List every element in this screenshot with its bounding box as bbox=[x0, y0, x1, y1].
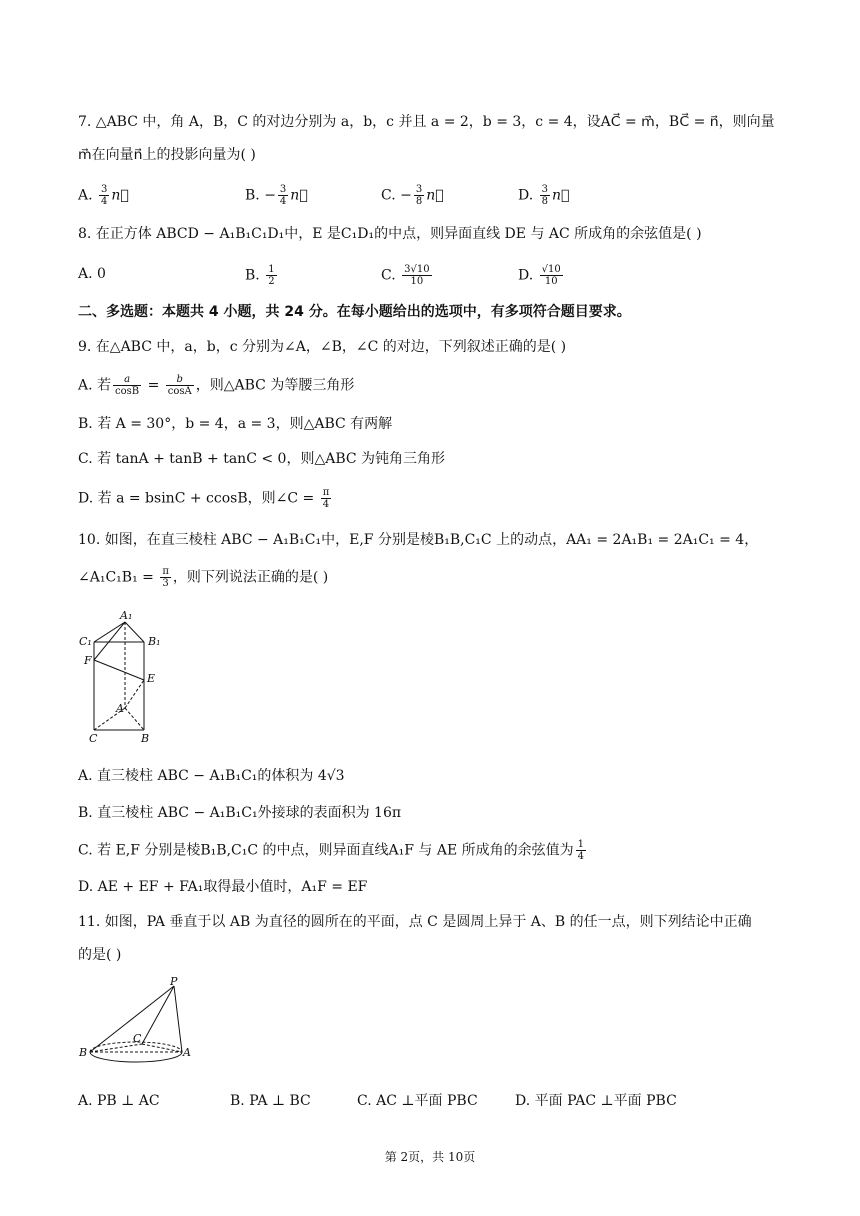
segment-b-p bbox=[90, 986, 174, 1052]
q9-option-a[interactable] bbox=[78, 374, 354, 397]
option-suffix: ，则△ABC 为等腰三角形 bbox=[195, 377, 355, 394]
q7-option-c[interactable] bbox=[381, 184, 444, 207]
q7-option-d[interactable] bbox=[518, 184, 569, 207]
q11-option-a[interactable]: A. PB ⊥ AC bbox=[78, 1093, 160, 1109]
frac-den: 8 bbox=[415, 196, 423, 207]
frac-den: 4 bbox=[322, 499, 330, 510]
q8-option-b[interactable] bbox=[245, 264, 279, 287]
label-a1: A₁ bbox=[120, 609, 133, 622]
frac-num: π bbox=[162, 566, 169, 577]
frac-num: a bbox=[113, 374, 141, 386]
option-prefix: A. 若 bbox=[78, 377, 112, 394]
label-c1: C₁ bbox=[79, 635, 92, 648]
q10-option-c[interactable] bbox=[78, 839, 588, 862]
frac-den: 4 bbox=[101, 196, 108, 207]
option-suffix: n⃗ bbox=[111, 187, 129, 204]
option-suffix: n⃗ bbox=[426, 187, 444, 204]
q9-stem: 9. 在△ABC 中，a，b，c 分别为∠A，∠B，∠C 的对边，下列叙述正确的是( ) bbox=[78, 339, 567, 355]
frac-den: 2 bbox=[268, 276, 275, 287]
q11-option-c[interactable]: C. AC ⊥平面 PBC bbox=[357, 1093, 478, 1109]
q11-option-d[interactable]: D. 平面 PAC ⊥平面 PBC bbox=[515, 1093, 677, 1109]
label-b: B bbox=[79, 1046, 88, 1059]
option-prefix: B. − bbox=[245, 187, 276, 204]
q7-stem-line1: 7. △ABC 中，角 A，B，C 的对边分别为 a，b，c 并且 a = 2，b = 3，c = 4，设AC⃗ = m⃗，BC⃗ = n⃗，则向量 bbox=[78, 114, 775, 130]
q8-stem: 8. 在正方体 ABCD − A₁B₁C₁D₁中，E 是C₁D₁的中点，则异面直线 DE 与 AC 所成角的余弦值是( ) bbox=[78, 226, 702, 242]
frac-den: 10 bbox=[544, 276, 558, 287]
option-suffix: n⃗ bbox=[290, 187, 308, 204]
label-e: E bbox=[147, 672, 156, 685]
frac-den: 8 bbox=[541, 196, 549, 207]
q7-option-b[interactable] bbox=[245, 184, 308, 207]
label-f: F bbox=[84, 654, 92, 667]
option-suffix: n⃗ bbox=[552, 187, 570, 204]
q11-stem-line1: 11. 如图，PA 垂直于以 AB 为直径的圆所在的平面，点 C 是圆周上异于 A、B 的任一点，则下列结论中正确 bbox=[78, 914, 752, 930]
option-prefix: D. 若 a = bsinC + ccosB，则∠C = bbox=[78, 490, 319, 507]
q10-option-d[interactable]: D. AE + EF + FA₁取得最小值时，A₁F = EF bbox=[78, 879, 368, 895]
label-b1: B₁ bbox=[148, 635, 161, 648]
q8-option-d[interactable] bbox=[518, 264, 565, 287]
frac-num: 3 bbox=[541, 184, 549, 195]
q10-option-b[interactable]: B. 直三棱柱 ABC − A₁B₁C₁外接球的表面积为 16π bbox=[78, 805, 402, 821]
segment-c-a bbox=[142, 1044, 182, 1052]
section-heading-multi-choice: 二、多选题：本题共 4 小题，共 24 分。在每小题给出的选项中，有多项符合题目要求。 bbox=[78, 304, 631, 320]
label-c: C bbox=[133, 1032, 142, 1045]
option-prefix: D. bbox=[518, 267, 538, 284]
q11-option-b[interactable]: B. PA ⊥ BC bbox=[230, 1093, 311, 1109]
option-prefix: B. bbox=[245, 267, 265, 284]
q9-option-b[interactable]: B. 若 A = 30°，b = 4，a = 3，则△ABC 有两解 bbox=[78, 416, 393, 432]
edge-a-b-hidden bbox=[125, 708, 144, 730]
frac-num: b bbox=[166, 374, 194, 386]
option-prefix: C. − bbox=[381, 187, 412, 204]
edge-a1-b1 bbox=[125, 622, 144, 642]
q7-stem-line2: m⃗在向量n⃗上的投影向量为( ) bbox=[78, 147, 256, 163]
q8-option-c[interactable] bbox=[381, 264, 434, 287]
frac-den: cosA bbox=[167, 386, 192, 397]
prism-figure bbox=[78, 608, 178, 748]
stem-prefix: ∠A₁C₁B₁ = bbox=[78, 569, 159, 586]
label-b: B bbox=[141, 732, 150, 745]
frac-num: 3√10 bbox=[404, 264, 430, 275]
q10-stem-line2 bbox=[78, 566, 328, 589]
q10-option-a[interactable]: A. 直三棱柱 ABC − A₁B₁C₁的体积为 4√3 bbox=[78, 768, 345, 784]
stem-suffix: ，则下列说法正确的是( ) bbox=[172, 569, 329, 586]
segment-a1-f bbox=[94, 622, 125, 660]
segment-b-c bbox=[90, 1044, 142, 1052]
frac-num: 3 bbox=[279, 184, 287, 195]
segment-a-e-hidden bbox=[125, 680, 144, 708]
frac-num: 3 bbox=[415, 184, 423, 195]
frac-den: 3 bbox=[162, 578, 169, 589]
option-prefix: C. 若 E,F 分别是棱B₁B,C₁C 的中点，则异面直线A₁F 与 AE 所成角的余弦值为 bbox=[78, 842, 574, 859]
label-a: A bbox=[183, 1046, 191, 1059]
frac-num: 3 bbox=[101, 184, 108, 195]
edge-c1-a1 bbox=[94, 622, 125, 642]
circle-front-arc bbox=[90, 1052, 182, 1062]
q10-stem-line1: 10. 如图，在直三棱柱 ABC − A₁B₁C₁中，E,F 分别是棱B₁B,C₁C 上的动点，AA₁ = 2A₁B₁ = 2A₁C₁ = 4， bbox=[78, 532, 759, 548]
option-prefix: A. bbox=[78, 187, 98, 204]
frac-den: 10 bbox=[410, 276, 424, 287]
equals-sign: = bbox=[143, 377, 164, 394]
frac-den: cosB bbox=[115, 386, 140, 397]
segment-f-e bbox=[94, 660, 144, 680]
label-c: C bbox=[89, 732, 98, 745]
label-a: A bbox=[116, 702, 124, 715]
frac-num: 1 bbox=[268, 264, 275, 275]
option-prefix: D. bbox=[518, 187, 538, 204]
q9-option-c[interactable]: C. 若 tanA + tanB + tanC < 0，则△ABC 为钝角三角形 bbox=[78, 451, 446, 467]
frac-num: 1 bbox=[577, 839, 585, 850]
frac-den: 4 bbox=[279, 196, 287, 207]
q9-option-d[interactable] bbox=[78, 487, 333, 510]
segment-p-c bbox=[142, 986, 174, 1044]
circle-pa-figure bbox=[76, 976, 196, 1066]
segment-p-a bbox=[174, 986, 182, 1052]
q7-option-a[interactable] bbox=[78, 184, 129, 207]
frac-den: 4 bbox=[577, 851, 585, 862]
q8-option-a[interactable]: A. 0 bbox=[78, 266, 106, 282]
page-footer: 第 2页，共 10页 bbox=[384, 1150, 476, 1164]
option-prefix: C. bbox=[381, 267, 401, 284]
frac-num: √10 bbox=[541, 264, 561, 275]
label-p: P bbox=[170, 976, 178, 988]
frac-num: π bbox=[322, 487, 330, 498]
q11-stem-line2: 的是( ) bbox=[78, 947, 122, 963]
